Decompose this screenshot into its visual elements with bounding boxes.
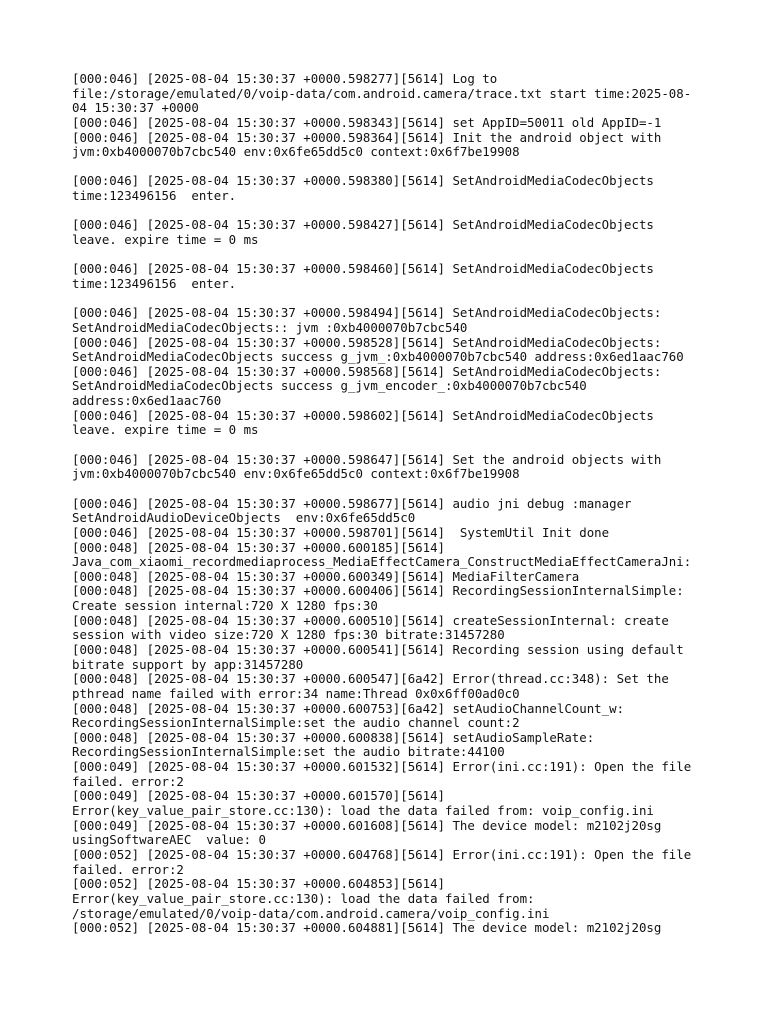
log-line: [000:048] [2025-08-04 15:30:37 +0000.600349][5614] MediaFilterCamera bbox=[72, 568, 580, 584]
log-line: [000:052] [2025-08-04 15:30:37 +0000.604768][5614] Error(ini.cc:191): Open the file bbox=[72, 846, 692, 862]
blank-line bbox=[72, 204, 702, 219]
log-line: [000:048] [2025-08-04 15:30:37 +0000.600185][5614] bbox=[72, 539, 445, 555]
log-line: time:123496156 enter. bbox=[72, 275, 237, 291]
log-line: session with video size:720 X 1280 fps:30 bitrate:31457280 bbox=[72, 627, 505, 643]
log-line: SetAndroidMediaCodecObjects success g_jvm_:0xb4000070b7cbc540 address:0x6ed1aac760 bbox=[72, 349, 684, 365]
log-line: [000:049] [2025-08-04 15:30:37 +0000.601532][5614] Error(ini.cc:191): Open the file bbox=[72, 759, 692, 775]
log-line: file:/storage/emulated/0/voip-data/com.android.camera/trace.txt start time:2025-08- bbox=[72, 85, 692, 101]
log-line: Error(key_value_pair_store.cc:130): load the data failed from: voip_config.ini bbox=[72, 803, 654, 819]
log-line: [000:046] [2025-08-04 15:30:37 +0000.598380][5614] SetAndroidMediaCodecObjects bbox=[72, 173, 654, 189]
log-line: leave. expire time = 0 ms bbox=[72, 422, 259, 438]
log-line: RecordingSessionInternalSimple:set the audio bitrate:44100 bbox=[72, 744, 505, 760]
blank-line bbox=[72, 292, 702, 307]
log-line: usingSoftwareAEC value: 0 bbox=[72, 832, 266, 848]
log-line: SetAndroidMediaCodecObjects:: jvm :0xb4000070b7cbc540 bbox=[72, 319, 468, 335]
log-line: [000:048] [2025-08-04 15:30:37 +0000.600547][6a42] Error(thread.cc:348): Set the bbox=[72, 671, 669, 687]
log-line: bitrate support by app:31457280 bbox=[72, 656, 304, 672]
log-line: 04 15:30:37 +0000 bbox=[72, 100, 199, 116]
log-line: [000:046] [2025-08-04 15:30:37 +0000.598647][5614] Set the android objects with bbox=[72, 451, 662, 467]
log-line: [000:046] [2025-08-04 15:30:37 +0000.598427][5614] SetAndroidMediaCodecObjects bbox=[72, 217, 654, 233]
log-line: address:0x6ed1aac760 bbox=[72, 393, 222, 409]
log-line: pthread name failed with error:34 name:Thread 0x0x6ff00ad0c0 bbox=[72, 685, 520, 701]
log-line: [000:046] [2025-08-04 15:30:37 +0000.598364][5614] Init the android object with bbox=[72, 129, 662, 145]
log-line: jvm:0xb4000070b7cbc540 env:0x6fe65dd5c0 context:0x6f7be19908 bbox=[72, 144, 520, 160]
blank-line bbox=[72, 248, 702, 263]
log-line: Error(key_value_pair_store.cc:130): load the data failed from: bbox=[72, 890, 535, 906]
log-line: SetAndroidMediaCodecObjects success g_jvm_encoder_:0xb4000070b7cbc540 bbox=[72, 378, 587, 394]
log-line: [000:049] [2025-08-04 15:30:37 +0000.601608][5614] The device model: m2102j20sg bbox=[72, 817, 662, 833]
log-line: [000:046] [2025-08-04 15:30:37 +0000.598701][5614] SystemUtil Init done bbox=[72, 524, 610, 540]
log-line: time:123496156 enter. bbox=[72, 188, 237, 204]
log-line: [000:046] [2025-08-04 15:30:37 +0000.598494][5614] SetAndroidMediaCodecObjects: bbox=[72, 305, 662, 321]
log-line: Java_com_xiaomi_recordmediaprocess_MediaEffectCamera_ConstructMediaEffectCameraJni: bbox=[72, 554, 692, 570]
log-line: [000:046] [2025-08-04 15:30:37 +0000.598528][5614] SetAndroidMediaCodecObjects: bbox=[72, 334, 662, 350]
log-line: [000:048] [2025-08-04 15:30:37 +0000.600510][5614] createSessionInternal: create bbox=[72, 612, 669, 628]
log-line: [000:052] [2025-08-04 15:30:37 +0000.604853][5614] bbox=[72, 876, 445, 892]
log-line: failed. error:2 bbox=[72, 861, 184, 877]
log-line: SetAndroidAudioDeviceObjects env:0x6fe65dd5c0 bbox=[72, 510, 416, 526]
log-line: [000:048] [2025-08-04 15:30:37 +0000.600541][5614] Recording session using default bbox=[72, 641, 684, 657]
log-line: [000:046] [2025-08-04 15:30:37 +0000.598343][5614] set AppID=50011 old AppID=-1 bbox=[72, 114, 662, 130]
blank-line bbox=[72, 438, 702, 453]
log-line: [000:046] [2025-08-04 15:30:37 +0000.598460][5614] SetAndroidMediaCodecObjects bbox=[72, 261, 654, 277]
log-line: [000:046] [2025-08-04 15:30:37 +0000.598677][5614] audio jni debug :manager bbox=[72, 495, 632, 511]
blank-line bbox=[72, 160, 702, 175]
log-line: [000:048] [2025-08-04 15:30:37 +0000.600406][5614] RecordingSessionInternalSimple: bbox=[72, 583, 684, 599]
log-line: [000:049] [2025-08-04 15:30:37 +0000.601570][5614] bbox=[72, 788, 445, 804]
log-line: [000:048] [2025-08-04 15:30:37 +0000.600753][6a42] setAudioChannelCount_w: bbox=[72, 700, 625, 716]
log-line: /storage/emulated/0/voip-data/com.android.camera/voip_config.ini bbox=[72, 905, 550, 921]
log-line: [000:046] [2025-08-04 15:30:37 +0000.598568][5614] SetAndroidMediaCodecObjects: bbox=[72, 363, 662, 379]
log-line: [000:046] [2025-08-04 15:30:37 +0000.598277][5614] Log to bbox=[72, 71, 498, 86]
log-line: leave. expire time = 0 ms bbox=[72, 232, 259, 248]
log-line: [000:052] [2025-08-04 15:30:37 +0000.604881][5614] The device model: m2102j20sg bbox=[72, 920, 662, 936]
log-line: [000:046] [2025-08-04 15:30:37 +0000.598602][5614] SetAndroidMediaCodecObjects bbox=[72, 407, 654, 423]
log-line: Create session internal:720 X 1280 fps:30 bbox=[72, 598, 378, 614]
blank-line bbox=[72, 482, 702, 497]
log-line: jvm:0xb4000070b7cbc540 env:0x6fe65dd5c0 context:0x6f7be19908 bbox=[72, 466, 520, 482]
log-line: RecordingSessionInternalSimple:set the audio channel count:2 bbox=[72, 715, 520, 731]
log-text-block bbox=[72, 72, 702, 936]
log-line: failed. error:2 bbox=[72, 773, 184, 789]
log-line: [000:048] [2025-08-04 15:30:37 +0000.600838][5614] setAudioSampleRate: bbox=[72, 729, 595, 745]
